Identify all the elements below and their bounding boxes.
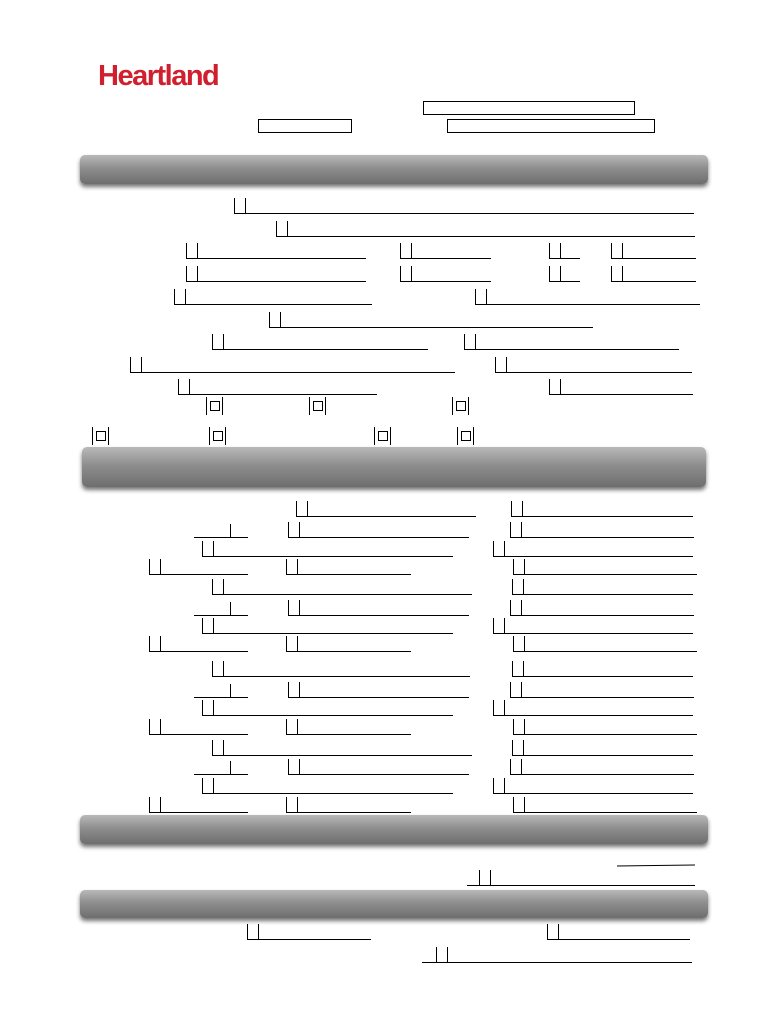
form-field[interactable] [286,557,411,575]
form-field[interactable] [400,264,491,282]
form-field[interactable] [493,616,693,634]
form-field[interactable] [510,520,694,538]
header-box-b[interactable] [258,119,352,133]
checkbox[interactable] [209,427,227,445]
form-field[interactable] [611,264,696,282]
form-field[interactable] [493,776,693,794]
section-band-4 [80,890,708,918]
form-field[interactable] [549,377,693,395]
signature-stroke-icon [617,864,695,868]
form-field[interactable] [186,264,366,282]
signature-field[interactable] [467,868,695,886]
form-field[interactable] [549,264,580,282]
form-field[interactable] [288,680,469,698]
form-field[interactable] [269,310,593,328]
form-field[interactable] [194,757,248,775]
form-field[interactable] [286,634,411,652]
form-field[interactable] [512,577,693,595]
form-field[interactable] [130,355,455,373]
form-field[interactable] [202,698,453,716]
form-field[interactable] [212,332,428,350]
checkbox[interactable] [457,427,475,445]
form-field[interactable] [510,680,694,698]
form-field[interactable] [513,557,697,575]
form-field[interactable] [194,680,248,698]
checkbox[interactable] [92,427,110,445]
form-field[interactable] [296,499,476,517]
checkbox[interactable] [374,427,392,445]
form-field[interactable] [493,698,693,716]
form-field[interactable] [174,287,372,305]
form-field[interactable] [202,539,453,557]
form-field[interactable] [493,539,693,557]
form-field[interactable] [212,577,472,595]
form-field[interactable] [464,332,679,350]
form-field[interactable] [194,598,248,616]
section-band-3 [80,815,708,844]
form-field[interactable] [212,738,472,756]
form-field[interactable] [288,757,469,775]
form-field[interactable] [247,922,371,940]
form-field[interactable] [475,287,700,305]
form-field[interactable] [513,717,697,735]
form-field[interactable] [234,196,694,214]
form-field[interactable] [288,520,469,538]
form-field[interactable] [286,795,411,813]
form-field[interactable] [202,776,453,794]
checkbox[interactable] [452,397,470,415]
form-field[interactable] [511,499,693,517]
form-field[interactable] [202,616,453,634]
heartland-logo: Heartland [98,60,219,92]
form-field[interactable] [149,717,248,735]
form-field[interactable] [276,219,695,237]
form-field[interactable] [611,241,696,259]
form-field[interactable] [422,945,692,963]
form-field[interactable] [400,241,491,259]
form-field[interactable] [149,634,248,652]
form-field[interactable] [510,757,694,775]
form-field[interactable] [512,738,693,756]
form-field[interactable] [194,520,248,538]
form-field[interactable] [547,922,690,940]
checkbox[interactable] [309,397,327,415]
form-field[interactable] [186,241,366,259]
checkbox[interactable] [206,397,224,415]
form-field[interactable] [149,557,248,575]
form-field[interactable] [178,377,377,395]
section-band-1 [80,155,708,184]
form-field[interactable] [512,659,693,677]
form-field[interactable] [149,795,248,813]
form-field[interactable] [510,598,694,616]
form-field[interactable] [212,659,470,677]
form-field[interactable] [495,355,692,373]
form-field[interactable] [549,241,580,259]
header-box-a[interactable] [423,101,635,115]
header-box-c[interactable] [447,119,655,133]
form-field[interactable] [286,717,411,735]
form-field[interactable] [513,795,697,813]
section-band-2 [82,447,706,487]
form-field[interactable] [288,598,469,616]
form-field[interactable] [513,634,697,652]
